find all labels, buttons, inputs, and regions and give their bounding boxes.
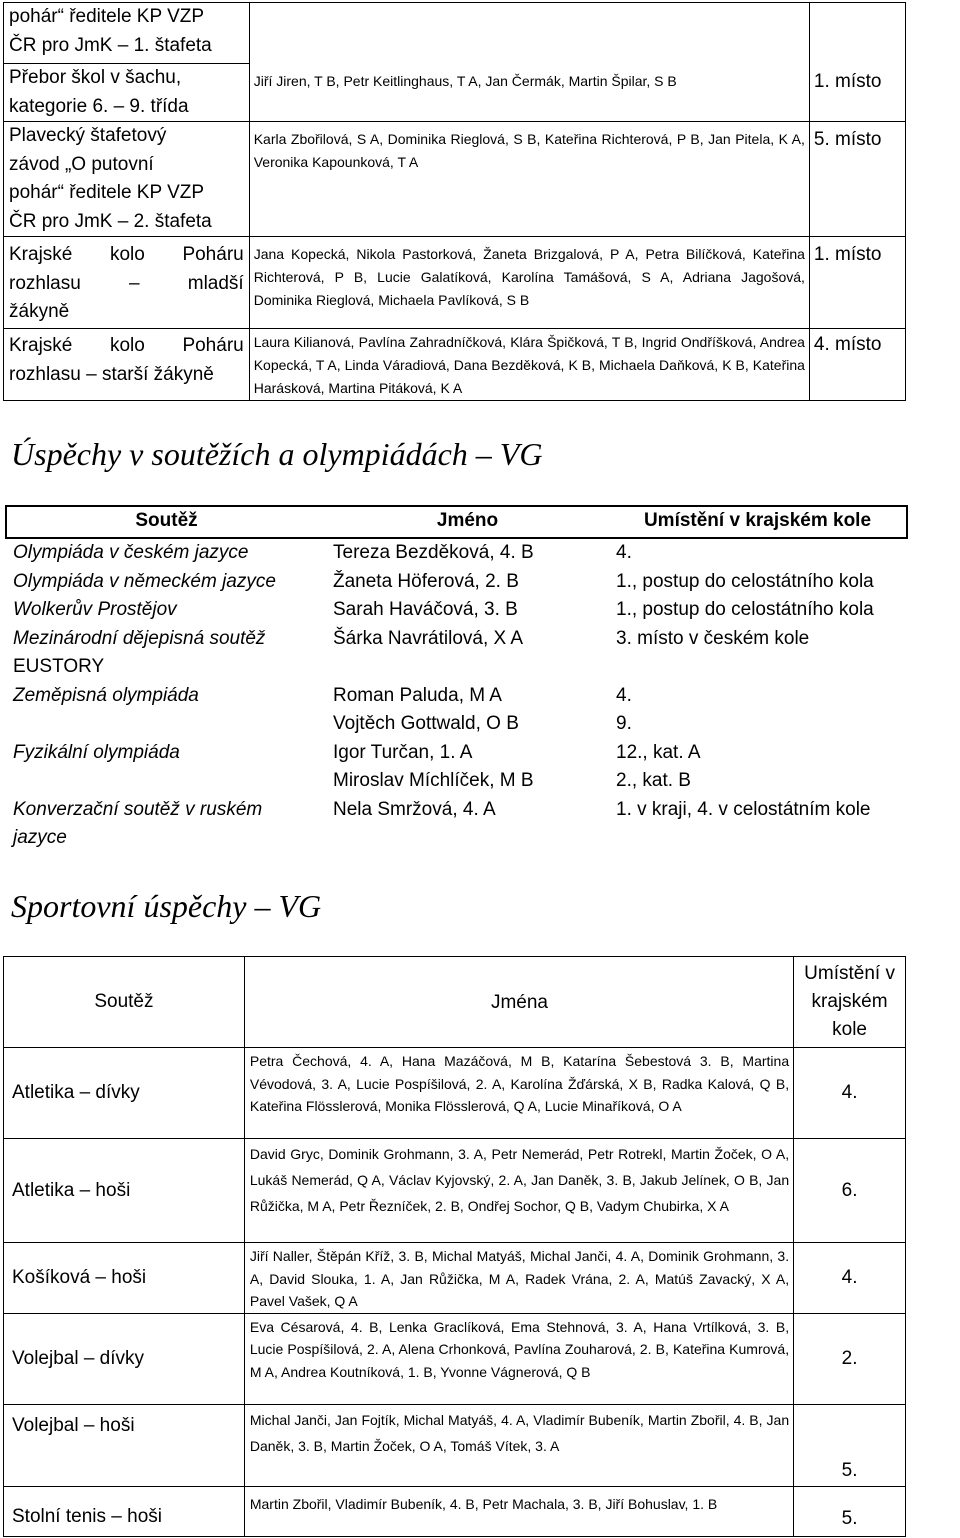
table-row [4, 1048, 906, 1139]
table-row [6, 596, 907, 625]
student-name: Miroslav Míchlíček, M B [333, 770, 534, 791]
table-row [4, 1139, 906, 1243]
section-heading-sports: Sportovní úspěchy – VG [11, 888, 322, 924]
placement: 2., kat. B [616, 770, 691, 791]
place-cell [809, 3, 905, 64]
names-cell: Laura Kilianová, Pavlína Zahradníčková, Klára Špičková, T B, Ingrid Ondříšková, Andrea Kopecká, T A, Linda Váradiová, Dana Bezděková, K B, Michaela Daňková, K B, Kateřina Harásková, Martina Pitáková, K A [249, 329, 809, 401]
competition-line: Krajské kolo Poháru [9, 335, 244, 356]
placement: 2. [794, 1313, 906, 1404]
table-row [4, 1313, 906, 1404]
student-names [326, 739, 609, 796]
athlete-names: Martin Zbořil, Vladimír Bubeník, 4. B, Petr Machala, 3. B, Jiří Bohuslav, 1. B [244, 1486, 793, 1536]
student-names [326, 682, 609, 739]
placement: 1., postup do celostátního kola [616, 570, 874, 592]
sports-table [3, 956, 906, 1537]
competition-line: závod „O putovní [9, 153, 154, 175]
athlete-names: Petra Čechová, 4. A, Hana Mazáčová, M B, Katarína Šebestová 3. B, Martina Vévodová, 3. A, Lucie Pospíšilová, 2. A, Karolína Žďárská, X B, Radka Kalová, Q B, Kateřina Flösslerová, Monika Flösslerová, Q A, Lucie Minaříková, O A [244, 1048, 793, 1139]
table-row [4, 329, 906, 401]
relay-results-table [3, 2, 906, 401]
table-row [4, 1486, 906, 1536]
table-row [4, 1404, 906, 1486]
placement: 9. [616, 713, 632, 734]
competition-line: kategorie 6. – 9. třída [9, 95, 189, 117]
competition-name: Zeměpisná olympiáda [13, 684, 199, 706]
names-cell [249, 3, 809, 64]
placements [609, 739, 907, 796]
placement: 5. [794, 1404, 906, 1486]
placement: 1. v kraji, 4. v celostátním kole [616, 798, 871, 820]
names-cell: Jana Kopecká, Nikola Pastorková, Žaneta Brizgalová, P A, Petra Bilíčková, Kateřina Richterová, P B, Lucie Galatíková, Karolína Tamášová, S A, Adriana Jagošová, Dominika Rieglová, Michaela Pavlíková, S B [249, 237, 809, 329]
student-name: Roman Paluda, M A [333, 684, 502, 706]
student-name: Tereza Bezděková, 4. B [333, 542, 534, 563]
competition-line: pohár“ ředitele KP VZP [9, 182, 205, 203]
competition-cell [4, 237, 250, 329]
column-header: Umístění v krajském kole [609, 506, 907, 538]
competition-name [6, 625, 326, 682]
table-row [4, 122, 906, 237]
table-header-row [4, 957, 906, 1048]
sport-name: Atletika – dívky [4, 1048, 245, 1139]
column-header: Soutěž [4, 957, 245, 1048]
sport-name: Stolní tenis – hoši [4, 1486, 245, 1536]
table-row [4, 3, 906, 64]
sport-name: Atletika – hoši [4, 1139, 245, 1243]
table-row [6, 538, 907, 568]
table-row [6, 568, 907, 597]
placements [609, 682, 907, 739]
competition-line: rozhlasu – starší žákyně [9, 363, 214, 385]
sport-name: Košíková – hoši [4, 1243, 245, 1314]
table-row [6, 739, 907, 796]
names-cell: Karla Zbořilová, S A, Dominika Rieglová, S B, Kateřina Richterová, P B, Jan Pitela, K A, Veronika Kapounková, T A [249, 122, 809, 237]
competition-line: rozhlasu – mladší [9, 272, 244, 294]
competition-line: Krajské kolo Poháru [9, 244, 244, 265]
competition-cell [4, 329, 250, 401]
competition-line: jazyce [13, 827, 67, 848]
place-cell: 4. místo [809, 329, 905, 401]
competition-name [6, 796, 326, 853]
placement: 4. [616, 542, 632, 563]
competition-name: Fyzikální olympiáda [13, 741, 180, 763]
placement: 5. [794, 1486, 906, 1536]
place-cell: 5. místo [809, 122, 905, 237]
column-header: Soutěž [6, 506, 326, 538]
place-cell: 1. místo [809, 237, 905, 329]
competition-line: ČR pro JmK – 1. štafeta [9, 34, 212, 56]
sport-name: Volejbal – dívky [4, 1313, 245, 1404]
competition-line: Konverzační soutěž v ruském [13, 798, 263, 820]
placement: 4. [794, 1048, 906, 1139]
names-cell: Jiří Jiren, T B, Petr Keitlinghaus, T A, Jan Čermák, Martin Špilar, S B [249, 64, 809, 122]
competition-line: ČR pro JmK – 2. štafeta [9, 210, 212, 232]
athlete-names: Michal Janči, Jan Fojtík, Michal Matyáš, 4. A, Vladimír Bubeník, Martin Zbořil, 4. B, Jan Daněk, 3. B, Martin Žoček, O A, Tomáš Vítek, 3. A [244, 1404, 793, 1486]
placement: 4. [794, 1243, 906, 1314]
student-name: Igor Turčan, 1. A [333, 741, 473, 763]
competition-line: Přebor škol v šachu, [9, 67, 182, 88]
student-name: Vojtěch Gottwald, O B [333, 713, 519, 734]
competition-name: Olympiáda v německém jazyce [13, 570, 276, 592]
competition-line: EUSTORY [13, 656, 105, 677]
table-row [4, 1243, 906, 1314]
competition-line: žákyně [9, 301, 70, 322]
athlete-names: Jiří Naller, Štěpán Kříž, 3. B, Michal Matyáš, Michal Janči, 4. A, Dominik Grohmann, 3. A, David Slouka, 1. A, Jan Růžička, M A, Radek Vrána, 2. A, Matúš Zavacký, X A, Pavel Vašek, Q A [244, 1243, 793, 1314]
student-name: Žaneta Höferová, 2. B [333, 570, 519, 592]
table-row [4, 64, 906, 122]
competition-cell [4, 122, 250, 237]
competition-cell [4, 64, 250, 122]
table-row [4, 237, 906, 329]
placement: 12., kat. A [616, 741, 701, 763]
athlete-names: Eva Césarová, 4. B, Lenka Graclíková, Ema Stehnová, 3. A, Hana Vrtílková, 3. B, Lucie Pospíšilová, 2. A, Alena Crhonková, Pavlína Zouharová, 2. B, Kateřina Kumrová, M A, Andrea Koutníková, 1. B, Yvonne Vágnerová, Q B [244, 1313, 793, 1404]
competitions-table [5, 505, 908, 853]
student-name: Šárka Navrátilová, X A [333, 627, 524, 649]
competition-line: Mezinárodní dějepisná soutěž [13, 627, 266, 649]
competition-line: pohár“ ředitele KP VZP [9, 6, 205, 27]
student-name: Sarah Haváčová, 3. B [333, 599, 518, 620]
athlete-names: David Gryc, Dominik Grohmann, 3. A, Petr Nemerád, Petr Rotrekl, Martin Žoček, O A, Lukáš Nemerád, Q A, Václav Kyjovský, 2. A, Jan Daněk, 3. B, Jakub Jelínek, O B, Jan Růžička, M A, Petr Řezníček, 2. B, Ondřej Sochor, Q B, Vadym Chubirka, X A [244, 1139, 793, 1243]
table-row [6, 625, 907, 682]
student-name: Nela Smržová, 4. A [333, 798, 496, 820]
table-header-row [6, 506, 907, 538]
competition-cell [4, 3, 250, 64]
competition-name: Wolkerův Prostějov [13, 599, 177, 620]
place-cell: 1. místo [809, 64, 905, 122]
placement: 6. [794, 1139, 906, 1243]
table-row [6, 796, 907, 853]
sport-name: Volejbal – hoši [4, 1404, 245, 1486]
column-header: Umístění v krajském kole [794, 957, 906, 1048]
section-heading-competitions: Úspěchy v soutěžích a olympiádách – VG [11, 436, 543, 472]
competition-line: Plavecký štafetový [9, 125, 167, 146]
column-header: Jméno [326, 506, 609, 538]
table-row [6, 682, 907, 739]
placement: 3. místo v českém kole [616, 627, 810, 649]
competition-name: Olympiáda v českém jazyce [13, 542, 249, 563]
placement: 4. [616, 684, 632, 706]
column-header: Jména [244, 957, 793, 1048]
placement: 1., postup do celostátního kola [616, 599, 874, 620]
